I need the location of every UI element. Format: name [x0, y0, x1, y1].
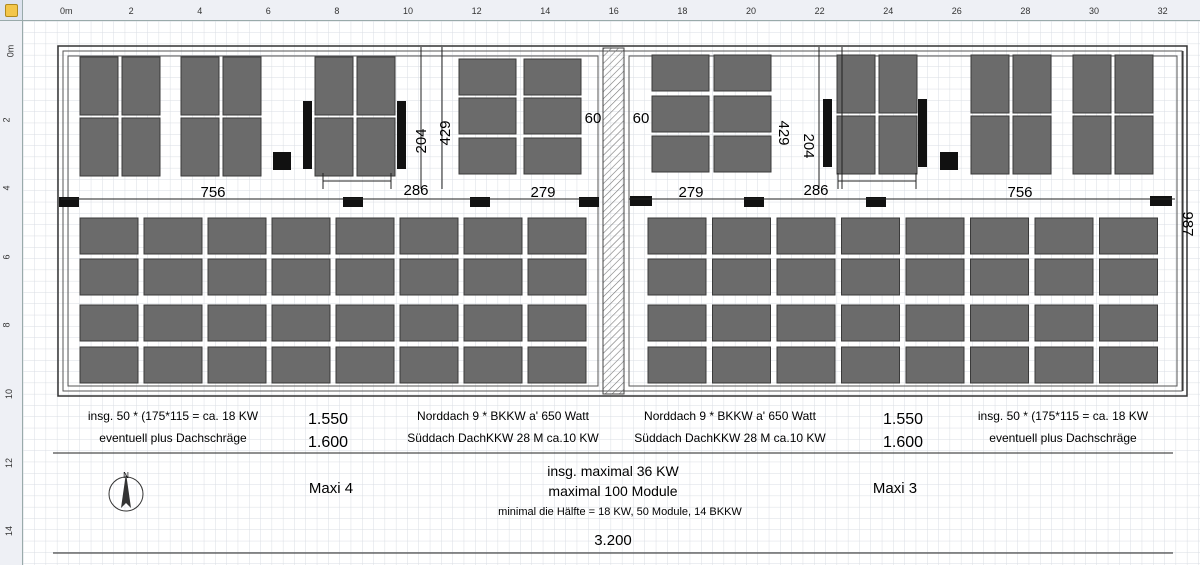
- solar-panel[interactable]: [144, 218, 202, 254]
- solar-panel[interactable]: [524, 59, 581, 95]
- rail[interactable]: [397, 101, 406, 169]
- solar-panel[interactable]: [459, 59, 516, 95]
- ruler-left-tick: 2: [1, 117, 12, 123]
- solar-panel[interactable]: [714, 136, 771, 172]
- solar-panel[interactable]: [122, 57, 160, 115]
- inverter-box[interactable]: [273, 152, 291, 170]
- ruler-top-tick: 10: [403, 6, 414, 16]
- solar-panel[interactable]: [464, 259, 522, 295]
- solar-panel[interactable]: [400, 259, 458, 295]
- solar-panel[interactable]: [459, 98, 516, 134]
- solar-panel[interactable]: [652, 136, 709, 172]
- corner-icon: [5, 4, 18, 17]
- solar-panel[interactable]: [336, 218, 394, 254]
- ruler-left-tick: 8: [1, 322, 12, 328]
- note-mid-left-line1: Norddach 9 * BKKW a' 650 Watt: [417, 409, 589, 423]
- note-mid-right-line2: Süddach DachKKW 28 M ca.10 KW: [634, 431, 826, 445]
- solar-panel[interactable]: [400, 218, 458, 254]
- ruler-corner[interactable]: [0, 0, 23, 21]
- solar-panel[interactable]: [713, 347, 771, 383]
- solar-panel[interactable]: [906, 259, 964, 295]
- solar-panel[interactable]: [652, 55, 709, 91]
- solar-panel[interactable]: [208, 259, 266, 295]
- minimal-note: minimal die Hälfte = 18 KW, 50 Module, 14 BKKW: [498, 506, 742, 518]
- note-mid-left-line2: Süddach DachKKW 28 M ca.10 KW: [407, 431, 599, 445]
- dim-right-429: 429: [775, 120, 792, 146]
- solar-panel[interactable]: [223, 57, 261, 115]
- solar-panel[interactable]: [464, 347, 522, 383]
- solar-panel[interactable]: [223, 118, 261, 176]
- solar-panel[interactable]: [971, 218, 1029, 254]
- solar-panel[interactable]: [80, 259, 138, 295]
- dim-left-width: 756: [200, 184, 226, 201]
- solar-panel[interactable]: [528, 305, 586, 341]
- solar-panel[interactable]: [524, 138, 581, 174]
- solar-panel[interactable]: [400, 347, 458, 383]
- ruler-top-tick: 28: [1020, 6, 1031, 16]
- dim-right-204: 204: [800, 133, 817, 159]
- solar-panel[interactable]: [648, 305, 706, 341]
- solar-panel[interactable]: [1073, 116, 1111, 174]
- solar-panel[interactable]: [842, 305, 900, 341]
- solar-panel[interactable]: [208, 347, 266, 383]
- solar-panel[interactable]: [181, 57, 219, 115]
- solar-panel[interactable]: [1100, 259, 1158, 295]
- solar-panel[interactable]: [777, 347, 835, 383]
- dim-left-429: 429: [437, 120, 454, 146]
- ruler-top-tick: 0m: [60, 6, 73, 16]
- solar-panel[interactable]: [714, 55, 771, 91]
- ruler-top-tick: 14: [540, 6, 551, 16]
- rail[interactable]: [823, 99, 832, 167]
- dim-right-60: 60: [632, 110, 650, 127]
- solar-panel[interactable]: [777, 218, 835, 254]
- solar-panel[interactable]: [144, 305, 202, 341]
- solar-panel[interactable]: [208, 305, 266, 341]
- total-modules: maximal 100 Module: [548, 483, 678, 499]
- solar-panel[interactable]: [357, 57, 395, 115]
- note-right-line2: eventuell plus Dachschräge: [989, 431, 1137, 445]
- ruler-top-tick: 20: [746, 6, 757, 16]
- floor-plan-canvas[interactable]: [23, 21, 1200, 565]
- note-left-line2: eventuell plus Dachschräge: [99, 431, 247, 445]
- solar-panel[interactable]: [714, 96, 771, 132]
- solar-panel[interactable]: [528, 347, 586, 383]
- solar-panel[interactable]: [336, 259, 394, 295]
- solar-panel[interactable]: [837, 116, 875, 174]
- ruler-top-tick: 18: [677, 6, 688, 16]
- solar-panel[interactable]: [1100, 218, 1158, 254]
- north-label: N: [123, 471, 129, 480]
- solar-panel[interactable]: [879, 116, 917, 174]
- solar-panel[interactable]: [464, 305, 522, 341]
- vertical-ruler: [0, 0, 23, 565]
- dim-left-286: 286: [403, 182, 429, 199]
- solar-panel[interactable]: [1013, 116, 1051, 174]
- party-wall: [603, 48, 624, 394]
- ruler-top-tick: 2: [128, 6, 134, 16]
- ruler-top-tick: 6: [265, 6, 271, 16]
- solar-panel[interactable]: [144, 259, 202, 295]
- solar-panel[interactable]: [315, 118, 353, 176]
- total-width: 3.200: [594, 532, 632, 549]
- solar-panel[interactable]: [80, 347, 138, 383]
- ruler-top-tick: 8: [334, 6, 340, 16]
- solar-panel[interactable]: [906, 347, 964, 383]
- solar-panel[interactable]: [80, 57, 118, 115]
- dim-depth: 987: [1179, 211, 1196, 237]
- solar-panel[interactable]: [528, 259, 586, 295]
- connector[interactable]: [630, 196, 652, 206]
- note-left-line1: insg. 50 * (175*115 = ca. 18 KW: [87, 409, 259, 423]
- solar-panel[interactable]: [208, 218, 266, 254]
- solar-panel[interactable]: [648, 347, 706, 383]
- ruler-top-tick: 16: [608, 6, 619, 16]
- solar-panel[interactable]: [181, 118, 219, 176]
- connector[interactable]: [1150, 196, 1172, 206]
- solar-panel[interactable]: [464, 218, 522, 254]
- solar-panel[interactable]: [842, 347, 900, 383]
- ruler-top-tick: 4: [197, 6, 203, 16]
- note-right-line1: insg. 50 * (175*115 = ca. 18 KW: [977, 409, 1149, 423]
- note-right-val2: 1.600: [882, 434, 924, 451]
- solar-panel[interactable]: [272, 347, 330, 383]
- ruler-left-tick: 10: [4, 388, 15, 400]
- solar-panel[interactable]: [1035, 259, 1093, 295]
- solar-panel[interactable]: [1013, 55, 1051, 113]
- solar-panel[interactable]: [842, 259, 900, 295]
- solar-panel[interactable]: [1100, 347, 1158, 383]
- ruler-left-tick: 14: [4, 526, 15, 537]
- ruler-left-tick: 6: [1, 254, 12, 260]
- solar-panel[interactable]: [272, 218, 330, 254]
- solar-panel[interactable]: [1035, 347, 1093, 383]
- solar-panel[interactable]: [336, 305, 394, 341]
- solar-panel[interactable]: [971, 347, 1029, 383]
- solar-panel[interactable]: [842, 218, 900, 254]
- solar-panel[interactable]: [879, 55, 917, 113]
- solar-panel[interactable]: [652, 96, 709, 132]
- ruler-left-tick: 0m: [5, 44, 16, 58]
- dim-right-286: 286: [803, 182, 829, 199]
- solar-panel[interactable]: [971, 55, 1009, 113]
- ruler-left-tick: 12: [4, 457, 15, 468]
- solar-panel[interactable]: [80, 118, 118, 176]
- ruler-top-tick: 32: [1157, 6, 1168, 16]
- dim-right-width: 756: [1007, 184, 1033, 201]
- ruler-top-tick: 12: [471, 6, 482, 16]
- solar-panel[interactable]: [777, 305, 835, 341]
- solar-panel[interactable]: [1100, 305, 1158, 341]
- solar-panel[interactable]: [1115, 116, 1153, 174]
- solar-panel[interactable]: [971, 259, 1029, 295]
- solar-panel[interactable]: [971, 305, 1029, 341]
- solar-panel[interactable]: [648, 218, 706, 254]
- horizontal-ruler: [0, 0, 1200, 21]
- solar-panel[interactable]: [80, 218, 138, 254]
- label-maxi3: Maxi 3: [872, 480, 918, 497]
- rail[interactable]: [303, 101, 312, 169]
- solar-panel[interactable]: [713, 218, 771, 254]
- note-left-val1: 1.550: [307, 411, 349, 428]
- solar-panel[interactable]: [777, 259, 835, 295]
- solar-panel[interactable]: [1035, 305, 1093, 341]
- solar-panel[interactable]: [906, 305, 964, 341]
- solar-panel[interactable]: [1035, 218, 1093, 254]
- ruler-left-tick: 4: [1, 185, 12, 191]
- solar-panel[interactable]: [144, 347, 202, 383]
- rail[interactable]: [918, 99, 927, 167]
- solar-panel[interactable]: [837, 55, 875, 113]
- ruler-top-tick: 30: [1089, 6, 1100, 16]
- ruler-top-tick: 26: [951, 6, 962, 16]
- solar-panel[interactable]: [459, 138, 516, 174]
- solar-panel[interactable]: [1073, 55, 1111, 113]
- dim-left-204: 204: [413, 128, 430, 154]
- note-left-val2: 1.600: [307, 434, 349, 451]
- solar-panel[interactable]: [971, 116, 1009, 174]
- inverter-box[interactable]: [940, 152, 958, 170]
- solar-panel[interactable]: [400, 305, 458, 341]
- dim-left-60: 60: [584, 110, 602, 127]
- solar-panel[interactable]: [272, 259, 330, 295]
- solar-panel[interactable]: [713, 259, 771, 295]
- solar-panel[interactable]: [315, 57, 353, 115]
- solar-panel[interactable]: [80, 305, 138, 341]
- solar-panel[interactable]: [336, 347, 394, 383]
- solar-panel[interactable]: [524, 98, 581, 134]
- solar-panel[interactable]: [1115, 55, 1153, 113]
- ruler-top-tick: 24: [883, 6, 894, 16]
- dim-left-279: 279: [530, 184, 556, 201]
- dim-right-279: 279: [678, 184, 704, 201]
- solar-panel[interactable]: [272, 305, 330, 341]
- solar-panel[interactable]: [357, 118, 395, 176]
- solar-panel[interactable]: [528, 218, 586, 254]
- solar-panel[interactable]: [906, 218, 964, 254]
- solar-panel[interactable]: [648, 259, 706, 295]
- total-kw: insg. maximal 36 KW: [547, 463, 679, 479]
- solar-panel[interactable]: [122, 118, 160, 176]
- note-right-val1: 1.550: [882, 411, 924, 428]
- label-maxi4: Maxi 4: [308, 480, 354, 497]
- solar-panel[interactable]: [713, 305, 771, 341]
- ruler-top-tick: 22: [814, 6, 825, 16]
- note-mid-right-line1: Norddach 9 * BKKW a' 650 Watt: [644, 409, 816, 423]
